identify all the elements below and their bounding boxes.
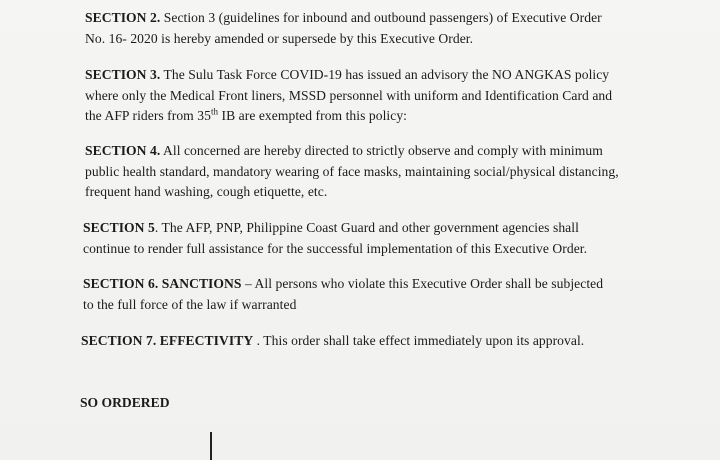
section-4-text-1: All concerned are hereby directed to strictly observe and comply with minimum	[160, 143, 603, 158]
section-7-line-1	[81, 331, 584, 352]
section-5	[83, 218, 587, 259]
section-3	[85, 65, 612, 127]
section-7-text-1: . This order shall take effect immediately upon its approval.	[253, 333, 585, 348]
section-2-line-1	[85, 8, 602, 29]
section-3-text-3a: the AFP riders from 35	[85, 108, 211, 123]
section-4-line-1	[85, 141, 619, 162]
section-6-text-1: – All persons who violate this Executive Order shall be subjected	[241, 276, 604, 291]
section-5-line-1	[83, 218, 587, 239]
section-3-line-3	[85, 106, 612, 127]
closing-so-ordered: SO ORDERED	[80, 395, 170, 410]
section-7-heading: SECTION 7. EFFECTIVITY	[81, 333, 254, 348]
section-5-heading: SECTION 5	[83, 220, 155, 235]
section-4	[85, 141, 619, 203]
section-3-line-1	[85, 65, 612, 86]
section-3-heading: SECTION 3.	[85, 67, 161, 82]
section-2-text-1: Section 3 (guidelines for inbound and outbound passengers) of Executive Order	[160, 10, 602, 25]
section-2-heading: SECTION 2.	[85, 10, 161, 25]
signature-stroke	[210, 432, 212, 460]
section-6-line-1	[83, 274, 603, 295]
section-3-text-1: The Sulu Task Force COVID-19 has issued an advisory the NO ANGKAS policy	[160, 67, 610, 82]
section-3-text-3b: IB are exempted from this policy:	[218, 108, 408, 123]
section-4-heading: SECTION 4.	[85, 143, 161, 158]
section-6	[83, 274, 603, 315]
section-5-line-2: continue to render full assistance for the successful implementation of this Executive Order.	[83, 240, 588, 256]
section-4-line-3: frequent hand washing, cough etiquette, etc.	[85, 184, 328, 199]
section-2-line-2: No. 16- 2020 is hereby amended or supersede by this Executive Order.	[85, 30, 474, 46]
section-3-line-2: where only the Medical Front liners, MSSD personnel with uniform and Identification Card and	[85, 87, 613, 103]
section-6-line-2: to the full force of the law if warranted	[83, 296, 297, 312]
section-7	[81, 331, 584, 352]
section-2	[85, 8, 602, 49]
section-5-text-1: . The AFP, PNP, Philippine Coast Guard and other government agencies shall	[154, 220, 579, 235]
section-3-superscript: th	[210, 106, 219, 117]
section-6-heading: SECTION 6. SANCTIONS	[83, 276, 242, 291]
section-4-line-2: public health standard, mandatory wearing of face masks, maintaining social/physical distancing,	[85, 163, 619, 179]
